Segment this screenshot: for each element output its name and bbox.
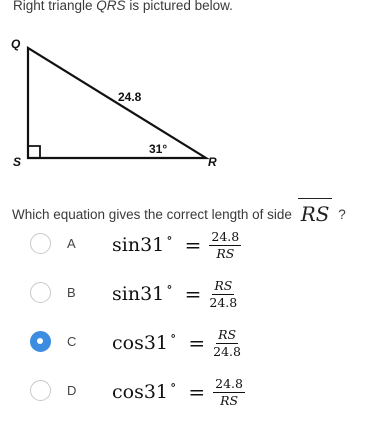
vertex-q-label: Q xyxy=(11,37,21,51)
fraction xyxy=(213,377,245,408)
question-mark: ? xyxy=(338,207,346,222)
option-letter: D xyxy=(67,383,77,398)
prompt-text-after: is pictured below. xyxy=(125,0,233,13)
option-equation xyxy=(112,372,245,412)
option-equation xyxy=(112,274,237,314)
denominator: RS xyxy=(216,245,235,261)
radio-button-selected[interactable] xyxy=(30,331,51,352)
trig-function: cos31 xyxy=(112,381,169,403)
fraction xyxy=(209,279,237,310)
denominator: 24.8 xyxy=(209,294,238,310)
option-letter: A xyxy=(67,236,76,251)
triangle-name: QRS xyxy=(96,0,126,13)
option-a[interactable] xyxy=(30,228,350,261)
denominator: RS xyxy=(220,392,239,408)
radio-button[interactable] xyxy=(30,233,51,254)
numerator: 24.8 xyxy=(215,375,243,391)
denominator: 24.8 xyxy=(213,343,241,359)
trig-function: sin31 xyxy=(112,234,165,256)
equals-sign: = xyxy=(188,331,206,355)
fraction xyxy=(209,230,241,261)
degree-symbol: ∘ xyxy=(166,279,173,295)
equals-sign: = xyxy=(184,233,202,257)
equals-sign: = xyxy=(184,282,202,306)
degree-symbol: ∘ xyxy=(170,328,177,344)
radio-button[interactable] xyxy=(30,282,51,303)
angle-r-label: 31° xyxy=(149,142,168,156)
option-d[interactable] xyxy=(30,375,350,408)
vertex-r-label: R xyxy=(208,155,217,169)
prompt-text-before: Right triangle xyxy=(13,0,97,13)
trig-function: cos31 xyxy=(112,332,169,354)
option-equation xyxy=(112,323,241,363)
numerator: RS xyxy=(218,326,237,342)
degree-symbol: ∘ xyxy=(166,230,173,246)
triangle-shape xyxy=(28,48,206,158)
fraction xyxy=(213,328,241,359)
numerator: RS xyxy=(214,277,233,293)
equals-sign: = xyxy=(188,380,206,404)
question-body: Which equation gives the correct length of side xyxy=(12,207,292,222)
vertex-s-label: S xyxy=(13,155,22,169)
option-c[interactable] xyxy=(30,326,350,359)
option-letter: B xyxy=(67,285,76,300)
degree-symbol: ∘ xyxy=(170,377,177,393)
right-angle-mark xyxy=(28,146,40,158)
segment-rs: RS xyxy=(298,202,333,226)
question-text xyxy=(12,200,346,224)
option-letter: C xyxy=(67,334,77,349)
radio-button[interactable] xyxy=(30,380,51,401)
option-b[interactable] xyxy=(30,277,350,310)
hypotenuse-length-label: 24.8 xyxy=(118,90,142,104)
option-equation xyxy=(112,225,241,265)
numerator: 24.8 xyxy=(211,228,240,244)
triangle-figure xyxy=(0,0,372,180)
trig-function: sin31 xyxy=(112,283,165,305)
